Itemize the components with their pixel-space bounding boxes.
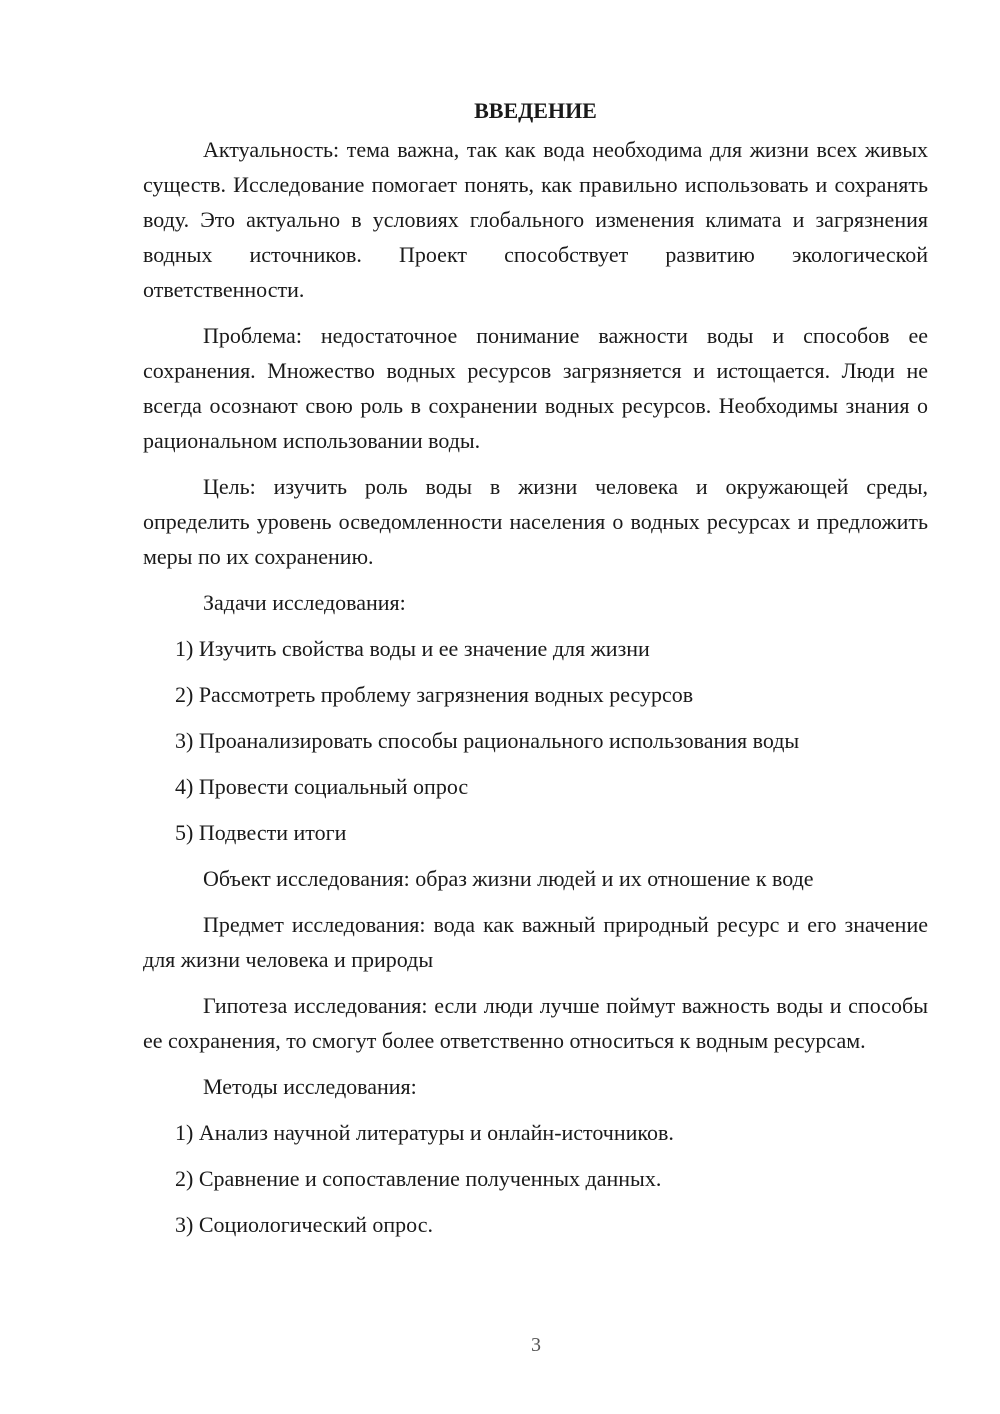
list-item: 4) Провести социальный опрос [175,774,469,799]
methods-heading: Методы исследования: [203,1074,417,1099]
subject-paragraph: Предмет исследования: вода как важный природный ресурс и его значение для жизни человека и природы [143,912,928,972]
goal-paragraph: Цель: изучить роль воды в жизни человека и окружающей среды, определить уровень осведомленности населения о водных ресурсах и предложить меры по их сохранению. [143,474,928,569]
list-item: 3) Социологический опрос. [175,1212,433,1237]
list-item: 2) Рассмотреть проблему загрязнения водных ресурсов [175,682,694,707]
section-title: ВВЕДЕНИЕ [474,98,597,123]
list-item: 2) Сравнение и сопоставление полученных данных. [175,1166,662,1191]
hypothesis-paragraph: Гипотеза исследования: если люди лучше поймут важность воды и способы ее сохранения, то смогут более ответственно относиться к водным ресурсам. [143,993,928,1053]
document-page [143,94,928,1253]
problem-paragraph: Проблема: недостаточное понимание важности воды и способов ее сохранения. Множество водных ресурсов загрязняется и истощается. Люди не всегда осознают свою роль в сохранении водных ресурсов. Необходимы знания о рациональном использовании воды. [143,323,928,453]
object-paragraph: Объект исследования: образ жизни людей и их отношение к воде [203,866,814,891]
tasks-list [143,631,928,850]
page-number: 3 [531,1334,541,1356]
list-item: 1) Анализ научной литературы и онлайн-источников. [175,1120,674,1145]
relevance-paragraph: Актуальность: тема важна, так как вода необходима для жизни всех живых существ. Исследование помогает понять, как правильно использовать и сохранять воду. Это актуально в условиях глобального изменения климата и загрязнения водных источников. Проект способствует развитию экологической ответственности. [143,137,928,302]
list-item: 5) Подвести итоги [175,820,347,845]
methods-list [143,1115,928,1242]
list-item: 1) Изучить свойства воды и ее значение для жизни [175,636,650,661]
list-item: 3) Проанализировать способы рационального использования воды [175,728,800,753]
tasks-heading: Задачи исследования: [203,590,406,615]
